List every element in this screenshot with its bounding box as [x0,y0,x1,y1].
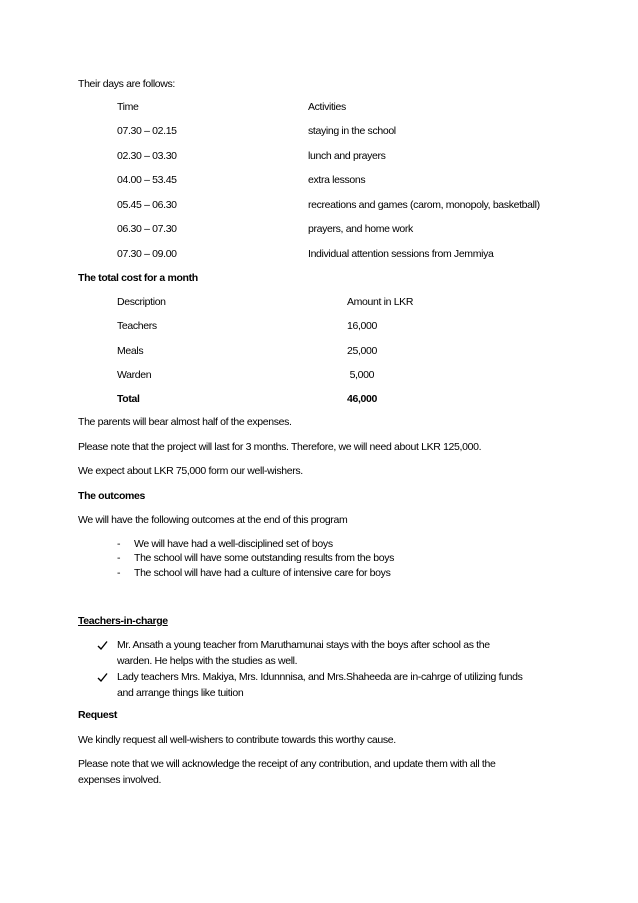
total-amount: 46,000 [347,393,378,405]
cost-heading: The total cost for a month [78,272,198,284]
checkmark-icon [97,640,108,651]
cost-row [0,319,638,333]
teacher-item-line: warden. He helps with the studies as well. [117,655,298,667]
schedule-time: 06.30 – 07.30 [117,223,177,235]
cost-amount: 25,000 [347,345,378,357]
teacher-item-line: Mr. Ansath a young teacher from Maruthamunai stays with the boys after school as the [117,639,490,651]
schedule-row [0,198,638,212]
schedule-row [0,222,638,236]
list-item [0,551,638,565]
checkmark-icon [97,672,108,683]
amount-header: Amount in LKR [347,296,414,308]
list-item-text: The school will have some outstanding results from the boys [134,552,395,564]
schedule-activity: prayers, and home work [308,223,413,235]
schedule-row [0,149,638,163]
bullet-dash: - [117,552,121,564]
outcomes-heading: The outcomes [78,490,145,502]
schedule-row [0,247,638,261]
cost-amount: 16,000 [347,320,378,332]
list-item [0,537,638,551]
schedule-activity: extra lessons [308,174,366,186]
teacher-item-line: Lady teachers Mrs. Makiya, Mrs. Idunnnisa, and Mrs.Shaheeda are in-cahrge of utilizing funds [117,671,523,683]
paragraph: We kindly request all well-wishers to contribute towards this worthy cause. [78,734,396,746]
time-header: Time [117,101,139,113]
schedule-row [0,173,638,187]
schedule-time: 05.45 – 06.30 [117,199,177,211]
request-heading: Request [78,709,117,721]
teachers-heading: Teachers-in-charge [78,615,168,627]
schedule-time: 02.30 – 03.30 [117,150,177,162]
bullet-dash: - [117,567,121,579]
paragraph: The parents will bear almost half of the expenses. [78,416,292,428]
schedule-header [0,100,638,114]
intro-text: Their days are follows: [78,78,175,90]
paragraph: We expect about LKR 75,000 form our well-wishers. [78,465,303,477]
paragraph: expenses involved. [78,774,162,786]
activity-header: Activities [308,101,346,113]
cost-row [0,368,638,382]
schedule-row [0,124,638,138]
total-label: Total [117,393,140,405]
schedule-activity: Individual attention sessions from Jemmiya [308,248,494,260]
outcomes-intro: We will have the following outcomes at the end of this program [78,514,348,526]
paragraph: Please note that the project will last for 3 months. Therefore, we will need about LKR 125,000. [78,441,482,453]
schedule-time: 04.00 – 53.45 [117,174,177,186]
schedule-activity: recreations and games (carom, monopoly, basketball) [308,199,540,211]
description-header: Description [117,296,166,308]
schedule-time: 07.30 – 02.15 [117,125,177,137]
cost-description: Warden [117,369,152,381]
list-item-text: We will have had a well-disciplined set of boys [134,538,333,550]
cost-amount: 5,000 [347,369,375,381]
list-item-text: The school will have had a culture of intensive care for boys [134,567,391,579]
schedule-activity: staying in the school [308,125,396,137]
cost-description: Meals [117,345,144,357]
schedule-time: 07.30 – 09.00 [117,248,177,260]
teacher-item-line: and arrange things like tuition [117,687,244,699]
cost-row [0,344,638,358]
paragraph: Please note that we will acknowledge the receipt of any contribution, and update them with all the [78,758,496,770]
list-item [0,566,638,580]
bullet-dash: - [117,538,121,550]
schedule-activity: lunch and prayers [308,150,386,162]
cost-total-row [0,392,638,406]
cost-header [0,295,638,309]
cost-description: Teachers [117,320,157,332]
